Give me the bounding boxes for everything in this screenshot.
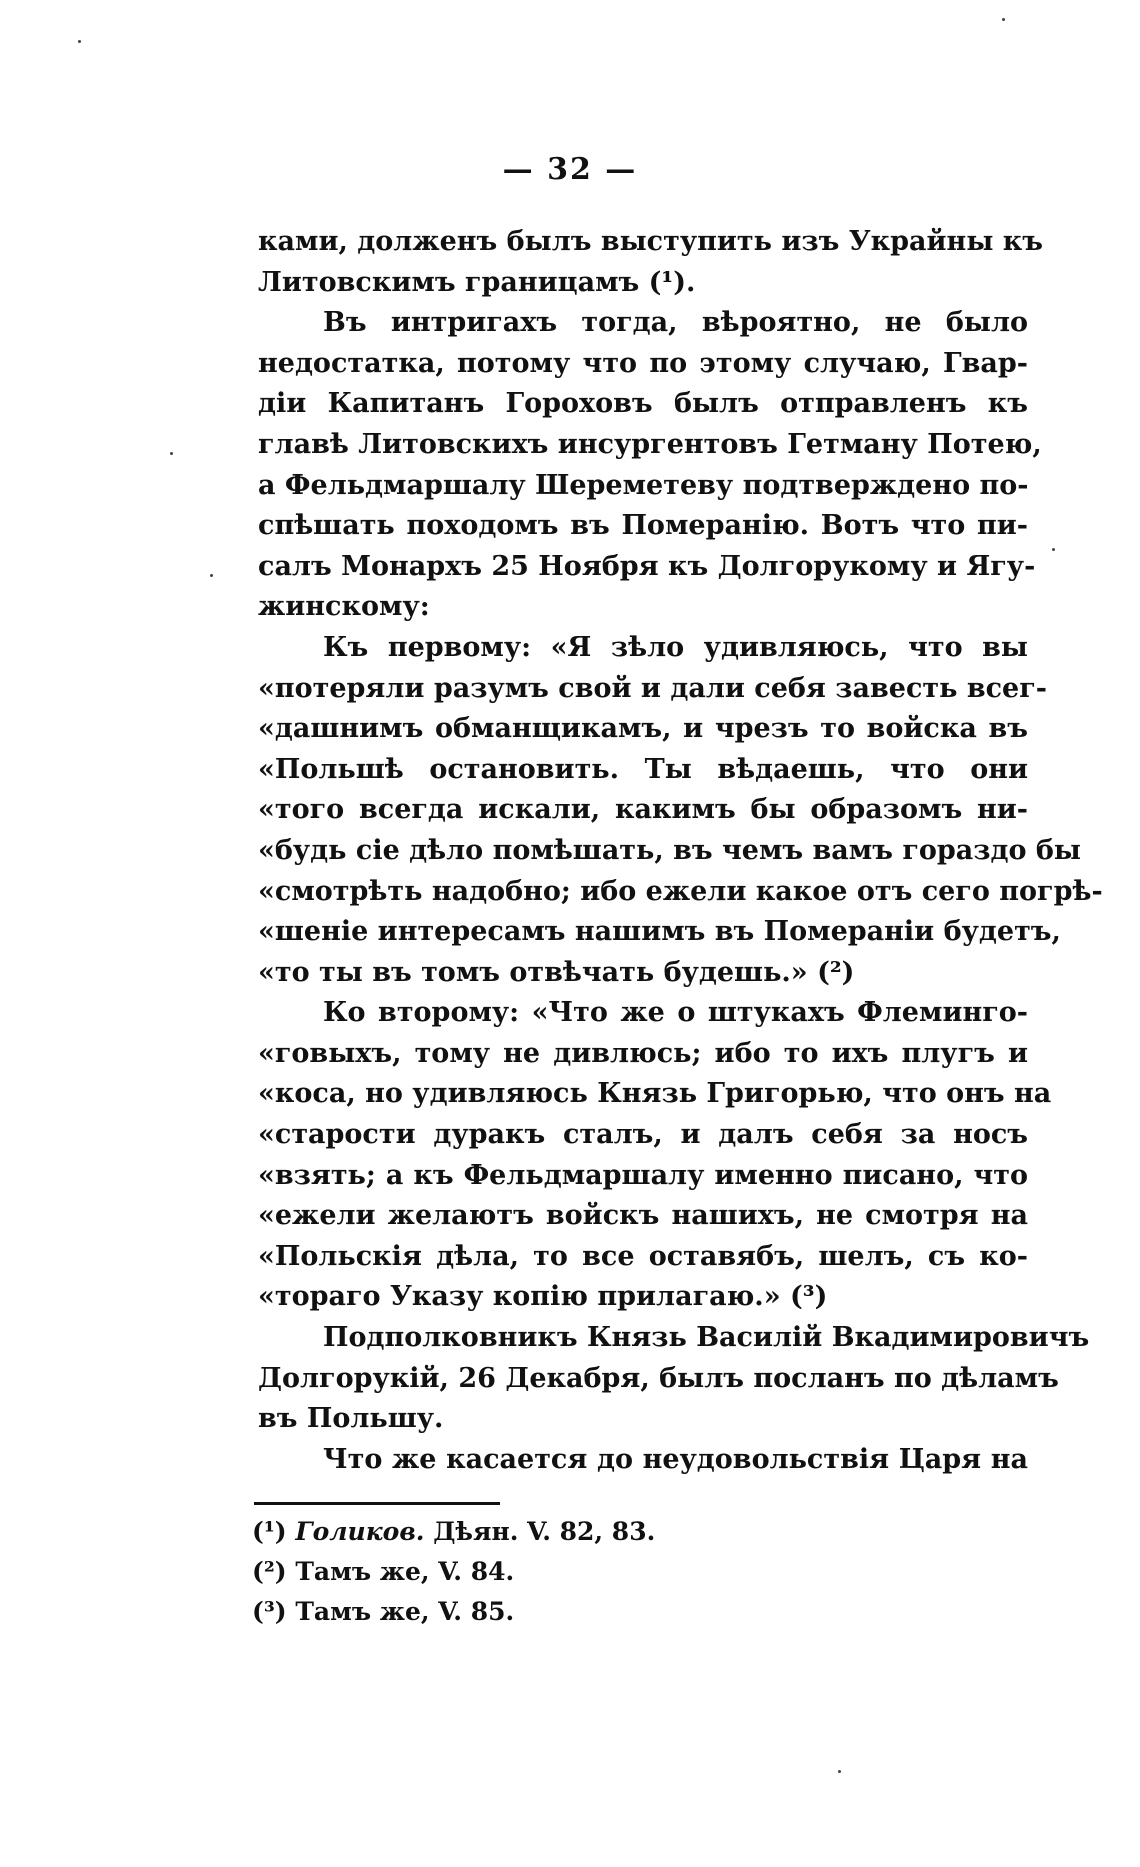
footnote [252,1592,852,1632]
footnote-separator [254,1502,500,1505]
text-line: «старости дуракъ сталъ, и далъ себя за носъ [258,1119,1028,1151]
text-line: жинскому: [258,591,430,623]
footnote-text: Тамъ же, V. 84. [295,1557,515,1586]
text-line: салъ Монархъ 25 Ноября къ Долгорукому и Ягу- [258,550,1036,582]
text-line: «того всегда искали, какимъ бы образомъ ни- [258,794,1028,826]
text-line: діи Капитанъ Гороховъ былъ отправленъ къ [258,388,1028,420]
text-line: «потеряли разумъ свой и дали себя завесть всег- [258,672,1047,704]
footnote-mark: (³) [252,1597,287,1626]
text-line: Литовскимъ границамъ (¹). [258,266,696,298]
footnote-mark: (¹) [252,1517,287,1546]
text-line: спѣшать походомъ въ Померанію. Вотъ что пи- [258,510,1028,542]
text-line: «Польшѣ остановить. Ты вѣдаешь, что они [258,753,1028,785]
footnote [252,1552,852,1592]
footnotes [252,1512,852,1632]
text-line: «ежели желаютъ войскъ нашихъ, не смотря на [258,1200,1028,1232]
text-line: «говыхъ, тому не дивлюсь; ибо то ихъ плугъ и [258,1037,1028,1069]
footnote-text: Дѣян. V. 82, 83. [433,1517,656,1546]
text-line: «коса, но удивляюсь Князь Григорью, что онъ на [258,1078,1052,1110]
text-line: въ Польшу. [258,1403,444,1435]
footnote-text: Тамъ же, V. 85. [295,1597,515,1626]
text-line: ками, долженъ былъ выступить изъ Украйны къ [258,226,1043,257]
paper-speck [210,574,213,577]
body-text [258,222,1103,1480]
page-number: — 32 — [502,152,638,187]
text-line: Ко второму: «Что же о штукахъ Флеминго- [323,997,1028,1029]
text-line: Что же касается до неудовольствія Царя на [323,1443,1028,1475]
text-line: а Фельдмаршалу Шереметеву подтверждено по- [258,469,1029,501]
text-line: Къ первому: «Я зѣло удивляюсь, что вы [323,631,1028,663]
footnote-author: Голиков. [295,1517,425,1546]
text-line: «тораго Указу копію прилагаю.» (³) [258,1281,828,1313]
text-line: «дашнимъ обманщикамъ, и чрезъ то войска въ [258,713,1028,745]
text-line: Подполковникъ Князь Василій Вкадимировичъ [323,1322,1090,1354]
paper-speck [838,1770,841,1773]
text-line: недостатка, потому что по этому случаю, Гвар- [258,347,1028,379]
text-line: Въ интригахъ тогда, вѣроятно, не было [323,307,1028,339]
paper-speck [78,40,81,43]
footnote [252,1512,852,1552]
text-line: «взять; а къ Фельдмаршалу именно писано, что [258,1159,1028,1191]
text-line: «то ты въ томъ отвѣчать будешь.» (²) [258,956,855,988]
text-line: Долгорукій, 26 Декабря, былъ посланъ по дѣламъ [258,1362,1059,1394]
text-line: «будь сіе дѣло помѣшать, въ чемъ вамъ гораздо бы [258,834,1081,866]
paper-speck [1002,18,1005,21]
paper-speck [170,452,173,455]
text-line: «смотрѣть надобно; ибо ежели какое отъ сего погрѣ- [258,875,1103,907]
text-line: «шеніе интересамъ нашимъ въ Помераніи будетъ, [258,916,1061,948]
paper-speck [1052,548,1055,551]
text-line: «Польскія дѣла, то все оставябъ, шелъ, съ ко- [258,1240,1028,1272]
text-line: главѣ Литовскихъ инсургентовъ Гетману Потею, [258,428,1042,460]
footnote-mark: (²) [252,1557,287,1586]
